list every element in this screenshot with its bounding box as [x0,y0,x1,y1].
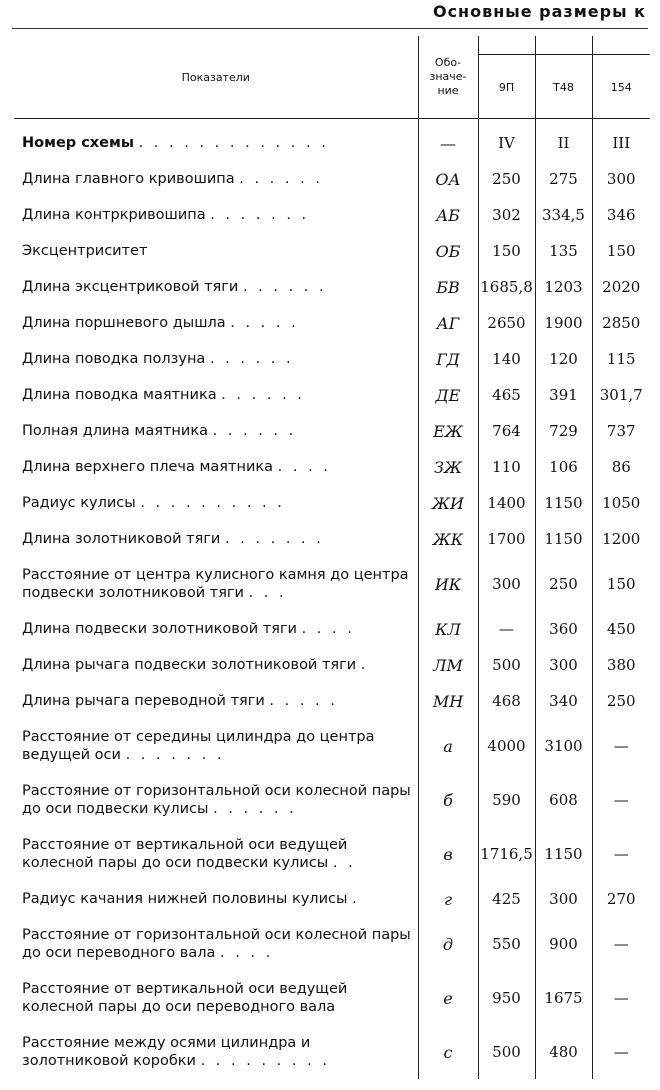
row-name: Длина главного кривошипа . . . . . . [22,171,323,187]
row-name: Длина поводка ползуна . . . . . . [22,351,294,367]
row-name: Длина контркривошипа . . . . . . . [22,207,310,223]
row-value-9p: 4000 [487,737,526,755]
row-name: Длина рычага переводной тяги . . . . . [22,693,338,709]
row-value-t48: 1675 [535,971,592,1025]
row-value-9p: 500 [492,656,521,674]
table-row [14,341,650,377]
row-symbol: ИК [418,557,478,611]
row-name: Радиус качания нижней половины кулисы . [22,891,360,907]
row-value-154: 301,7 [599,386,643,404]
table-row [14,233,650,269]
table-row [14,269,650,305]
row-value-154: — [613,1043,629,1061]
row-symbol: КЛ [418,611,478,647]
row-value-t48: 300 [535,647,592,683]
row-value-9p: 550 [492,935,521,953]
table-header-row [14,36,650,119]
row-value-t48: 1900 [535,305,592,341]
row-symbol: г [418,881,478,917]
row-value-t48: 3100 [535,719,592,773]
table-row [14,719,650,773]
row-value-9p: 140 [492,350,521,368]
row-value-9p: 465 [492,386,521,404]
row-name: Расстояние от середины цилиндра до центра ведущей оси . . . . . . . [22,729,375,763]
row-value-154: 150 [606,575,636,593]
row-symbol: АБ [418,197,478,233]
table-row [14,611,650,647]
row-symbol: ЛМ [418,647,478,683]
row-name: Радиус кулисы . . . . . . . . . . [22,495,285,511]
row-value-t48: 1150 [535,521,592,557]
row-value-9p: 150 [492,242,521,260]
row-name: Расстояние от вертикальной оси ведущей колесной пары до оси подвески кулисы . . [22,837,356,871]
row-value-9p: 590 [492,791,521,809]
row-symbol: МН [418,683,478,719]
top-rule [12,28,648,29]
row-value-t48: 135 [535,233,592,269]
row-value-t48: 391 [535,377,592,413]
row-value-154: 380 [606,656,636,674]
row-value-9p: 764 [492,422,521,440]
row-value-9p: 500 [492,1043,521,1061]
row-value-154: 450 [606,620,636,638]
row-value-9p: 300 [492,575,521,593]
row-symbol: ЖИ [418,485,478,521]
row-name: Длина верхнего плеча маятника . . . . [22,459,331,475]
row-value-154: 2020 [602,278,641,296]
row-value-154: 270 [606,890,636,908]
table-row [14,827,650,881]
row-name: Номер схемы . . . . . . . . . . . . . [22,135,329,151]
row-value-9p: 250 [492,170,521,188]
row-name: Длина рычага подвески золотниковой тяги . [22,657,369,673]
row-value-154: 737 [606,422,636,440]
row-symbol: с [418,1025,478,1079]
row-symbol: ЗЖ [418,449,478,485]
row-value-154: 250 [606,692,636,710]
row-value-9p: 1716,5 [480,845,533,863]
row-value-t48: 334,5 [535,197,592,233]
row-name: Полная длина маятника . . . . . . [22,423,297,439]
row-value-t48: 480 [535,1025,592,1079]
table-row [14,197,650,233]
page-title: Основные размеры к [432,2,646,21]
row-value-154: 2850 [602,314,641,332]
row-name: Расстояние между осями цилиндра и золотниковой коробки . . . . . . . . . [22,1035,330,1069]
row-symbol: АГ [418,305,478,341]
header-symbol: Обо- значе- ние [418,36,478,119]
row-symbol: ОА [418,161,478,197]
row-value-t48: 1150 [535,827,592,881]
header-col-9p: 9П [478,36,535,119]
row-name: Длина эксцентриковой тяги . . . . . . [22,279,327,295]
row-name: Эксцентриситет [22,243,148,259]
row-name: Длина поводка маятника . . . . . . [22,387,305,403]
row-value-9p: 425 [492,890,521,908]
row-value-9p: 302 [492,206,521,224]
row-value-t48: 250 [535,557,592,611]
row-value-t48: 360 [535,611,592,647]
row-name: Расстояние от горизонтальной оси колесной пары до оси переводного вала . . . . [22,927,411,961]
row-symbol: ГД [418,341,478,377]
row-value-9p: 1685,8 [480,278,533,296]
table-row [14,557,650,611]
table-row [14,647,650,683]
row-value-154: 300 [606,170,636,188]
row-value-154: — [613,989,629,1007]
table-row [14,683,650,719]
row-symbol: ДЕ [418,377,478,413]
row-name: Расстояние от горизонтальной оси колесной пары до оси подвески кулисы . . . . . . [22,783,411,817]
row-value-9p: 468 [492,692,521,710]
row-value-9p: 1700 [487,530,526,548]
table-row [14,377,650,413]
dimensions-table [14,36,650,1079]
row-symbol: — [418,119,478,162]
row-name: Расстояние от центра кулисного камня до центра подвески золотниковой тяги . . . [22,567,409,601]
row-value-154: — [613,737,629,755]
row-value-t48: II [535,119,592,162]
header-col-154: 154 [592,36,650,119]
row-name: Длина подвески золотниковой тяги . . . . [22,621,355,637]
table-row [14,521,650,557]
table-row [14,119,650,162]
row-value-t48: 1150 [535,485,592,521]
table-row [14,161,650,197]
table-row [14,449,650,485]
row-symbol: ЕЖ [418,413,478,449]
row-value-9p: 950 [492,989,521,1007]
row-value-t48: 106 [535,449,592,485]
row-symbol: ЖК [418,521,478,557]
row-value-154: 346 [606,206,636,224]
row-value-154: 115 [606,350,636,368]
row-value-154: 1050 [602,494,641,512]
row-symbol: е [418,971,478,1025]
row-value-9p: 110 [492,458,521,476]
row-value-9p: IV [498,134,515,152]
row-value-9p: 2650 [487,314,526,332]
row-symbol: д [418,917,478,971]
header-col-t48: Т48 [535,36,592,119]
row-name: Длина золотниковой тяги . . . . . . . [22,531,324,547]
row-value-154: — [613,791,629,809]
row-value-9p: 1400 [487,494,526,512]
row-value-t48: 340 [535,683,592,719]
row-value-9p: — [499,620,514,638]
table-row [14,971,650,1025]
table-row [14,413,650,449]
row-value-154: — [613,845,629,863]
row-value-t48: 275 [535,161,592,197]
row-symbol: ОБ [418,233,478,269]
header-indicators: Показатели [14,36,418,119]
row-value-154: 86 [611,458,631,476]
row-value-t48: 900 [535,917,592,971]
row-value-154: 1200 [602,530,641,548]
table-row [14,917,650,971]
row-value-t48: 1203 [535,269,592,305]
row-value-t48: 300 [535,881,592,917]
table-row [14,773,650,827]
row-value-t48: 729 [535,413,592,449]
table-row [14,881,650,917]
row-name: Расстояние от вертикальной оси ведущей колесной пары до оси переводного вала [22,981,348,1015]
row-value-154: — [613,935,629,953]
row-value-t48: 120 [535,341,592,377]
row-name: Длина поршневого дышла . . . . . [22,315,299,331]
row-symbol: в [418,827,478,881]
row-symbol: б [418,773,478,827]
table-row [14,305,650,341]
row-value-154: III [612,134,631,152]
row-symbol: БВ [418,269,478,305]
table-row [14,1025,650,1079]
row-value-t48: 608 [535,773,592,827]
row-value-154: 150 [606,242,636,260]
row-symbol: а [418,719,478,773]
table-row [14,485,650,521]
